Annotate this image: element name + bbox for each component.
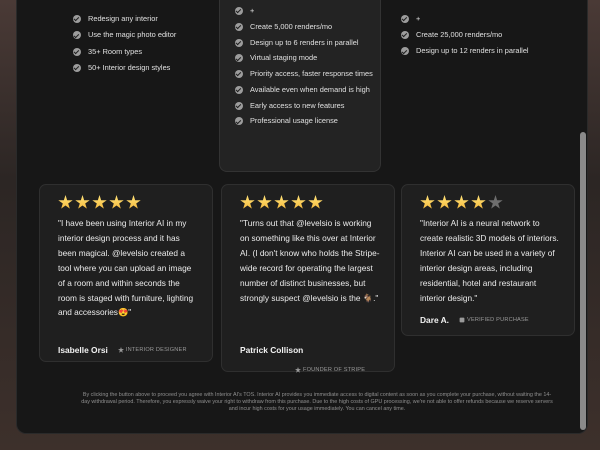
check-icon xyxy=(401,31,409,39)
feature-label: Virtual staging mode xyxy=(250,53,318,63)
verified-badge-icon xyxy=(459,317,465,323)
feature-item xyxy=(235,22,380,32)
feature-item xyxy=(401,30,551,40)
feature-label: Early access to new features xyxy=(250,100,345,110)
feature-label: Use the magic photo editor xyxy=(88,30,177,40)
rating-stars xyxy=(58,195,198,210)
star-badge-icon xyxy=(118,347,124,353)
check-icon xyxy=(235,23,243,31)
star-filled-icon xyxy=(291,195,306,210)
review-quote: "Interior AI is a neural network to create realistic 3D models of interiors. Interior AI can be used in a variety of interior design areas, including residential, hotel and restaurant interior design." xyxy=(420,218,559,303)
check-icon xyxy=(73,48,81,56)
feature-label: Professional usage license xyxy=(250,116,338,126)
review-author xyxy=(58,345,187,355)
feature-item xyxy=(73,47,223,57)
check-icon xyxy=(235,70,243,78)
star-filled-icon xyxy=(454,195,469,210)
star-filled-icon xyxy=(308,195,323,210)
feature-label: Redesign any interior xyxy=(88,14,158,23)
review-card xyxy=(221,184,395,372)
star-filled-icon xyxy=(471,195,486,210)
feature-label: 50+ Interior design styles xyxy=(88,62,171,72)
star-filled-icon xyxy=(274,195,289,210)
feature-item xyxy=(401,14,551,24)
check-icon xyxy=(235,86,243,94)
review-quote: "I have been using Interior AI in my interior design process and it has been magical. @levelsio created a tool where you can upload an image of a room and within seconds the room is staged with furniture, lighting and accessories😍" xyxy=(58,218,194,318)
author-badge-label: INTERIOR DESIGNER xyxy=(125,347,187,353)
feature-label: + xyxy=(416,14,421,23)
check-icon xyxy=(401,15,409,23)
scrollbar-thumb[interactable] xyxy=(580,132,586,430)
feature-item xyxy=(235,101,380,111)
check-icon xyxy=(235,39,243,47)
review-card xyxy=(39,184,213,362)
author-badge xyxy=(118,347,187,353)
review-author xyxy=(240,345,366,373)
star-filled-icon xyxy=(109,195,124,210)
feature-label: Create 25,000 renders/mo xyxy=(416,30,503,40)
review-author xyxy=(420,315,529,325)
star-filled-icon xyxy=(240,195,255,210)
legal-disclaimer: By clicking the button above to proceed you agree with Interior AI's TOS. Interior AI provides you immediate access to digital content as soon as you complete your purchase, without waiting the 14-day withdrawal period. Therefore, you expressly waive your right to withdraw from this purchase. Due to the high costs of GPU processing, we're not able to offer refunds because we reserve servers and incur high costs for your usage immediately. You can cancel any time. xyxy=(81,392,553,412)
feature-item xyxy=(235,38,380,48)
feature-label: Available even when demand is high xyxy=(250,84,370,94)
star-badge-icon xyxy=(295,367,301,373)
feature-item xyxy=(73,30,223,40)
star-filled-icon xyxy=(126,195,141,210)
author-badge-label: FOUNDER OF STRIPE xyxy=(303,367,366,373)
pricing-modal xyxy=(16,0,588,434)
check-icon xyxy=(73,31,81,39)
feature-item xyxy=(235,85,380,95)
rating-stars xyxy=(420,195,560,210)
check-icon xyxy=(235,117,243,125)
feature-label: + xyxy=(250,6,255,15)
author-name: Dare A. xyxy=(420,315,450,325)
feature-item xyxy=(235,116,380,126)
star-empty-icon xyxy=(488,195,503,210)
star-filled-icon xyxy=(58,195,73,210)
feature-item xyxy=(235,6,380,16)
feature-label: Priority access, faster response times xyxy=(250,69,373,79)
check-icon xyxy=(73,64,81,72)
review-quote: "Turns out that @levelsio is working on something like this over at Interior AI. (I don't know who holds the Stripe-wide record for operating the largest number of distinct businesses, but strongly suspect @levelsio is the 🐐." xyxy=(240,218,380,303)
star-filled-icon xyxy=(257,195,272,210)
check-icon xyxy=(235,7,243,15)
star-filled-icon xyxy=(75,195,90,210)
star-filled-icon xyxy=(437,195,452,210)
feature-item xyxy=(235,53,380,63)
star-filled-icon xyxy=(420,195,435,210)
feature-label: Design up to 12 renders in parallel xyxy=(416,46,529,56)
rating-stars xyxy=(240,195,380,210)
check-icon xyxy=(235,54,243,62)
check-icon xyxy=(235,102,243,110)
feature-item xyxy=(235,69,380,79)
check-icon xyxy=(73,15,81,23)
author-name: Patrick Collison xyxy=(240,345,304,355)
check-icon xyxy=(401,47,409,55)
feature-item xyxy=(73,14,223,24)
plan-features-right xyxy=(401,0,551,63)
review-card xyxy=(401,184,575,336)
plan-features-mid xyxy=(219,0,381,172)
feature-item xyxy=(401,46,551,56)
star-filled-icon xyxy=(92,195,107,210)
feature-label: Design up to 6 renders in parallel xyxy=(250,37,359,47)
feature-label: Create 5,000 renders/mo xyxy=(250,21,333,31)
author-badge xyxy=(295,367,365,373)
feature-label: 35+ Room types xyxy=(88,46,143,56)
plan-features-left xyxy=(73,0,223,79)
author-badge-label: VERIFIED PURCHASE xyxy=(467,317,529,323)
author-name: Isabelle Orsi xyxy=(58,345,108,355)
feature-item xyxy=(73,63,223,73)
author-badge xyxy=(459,317,529,323)
